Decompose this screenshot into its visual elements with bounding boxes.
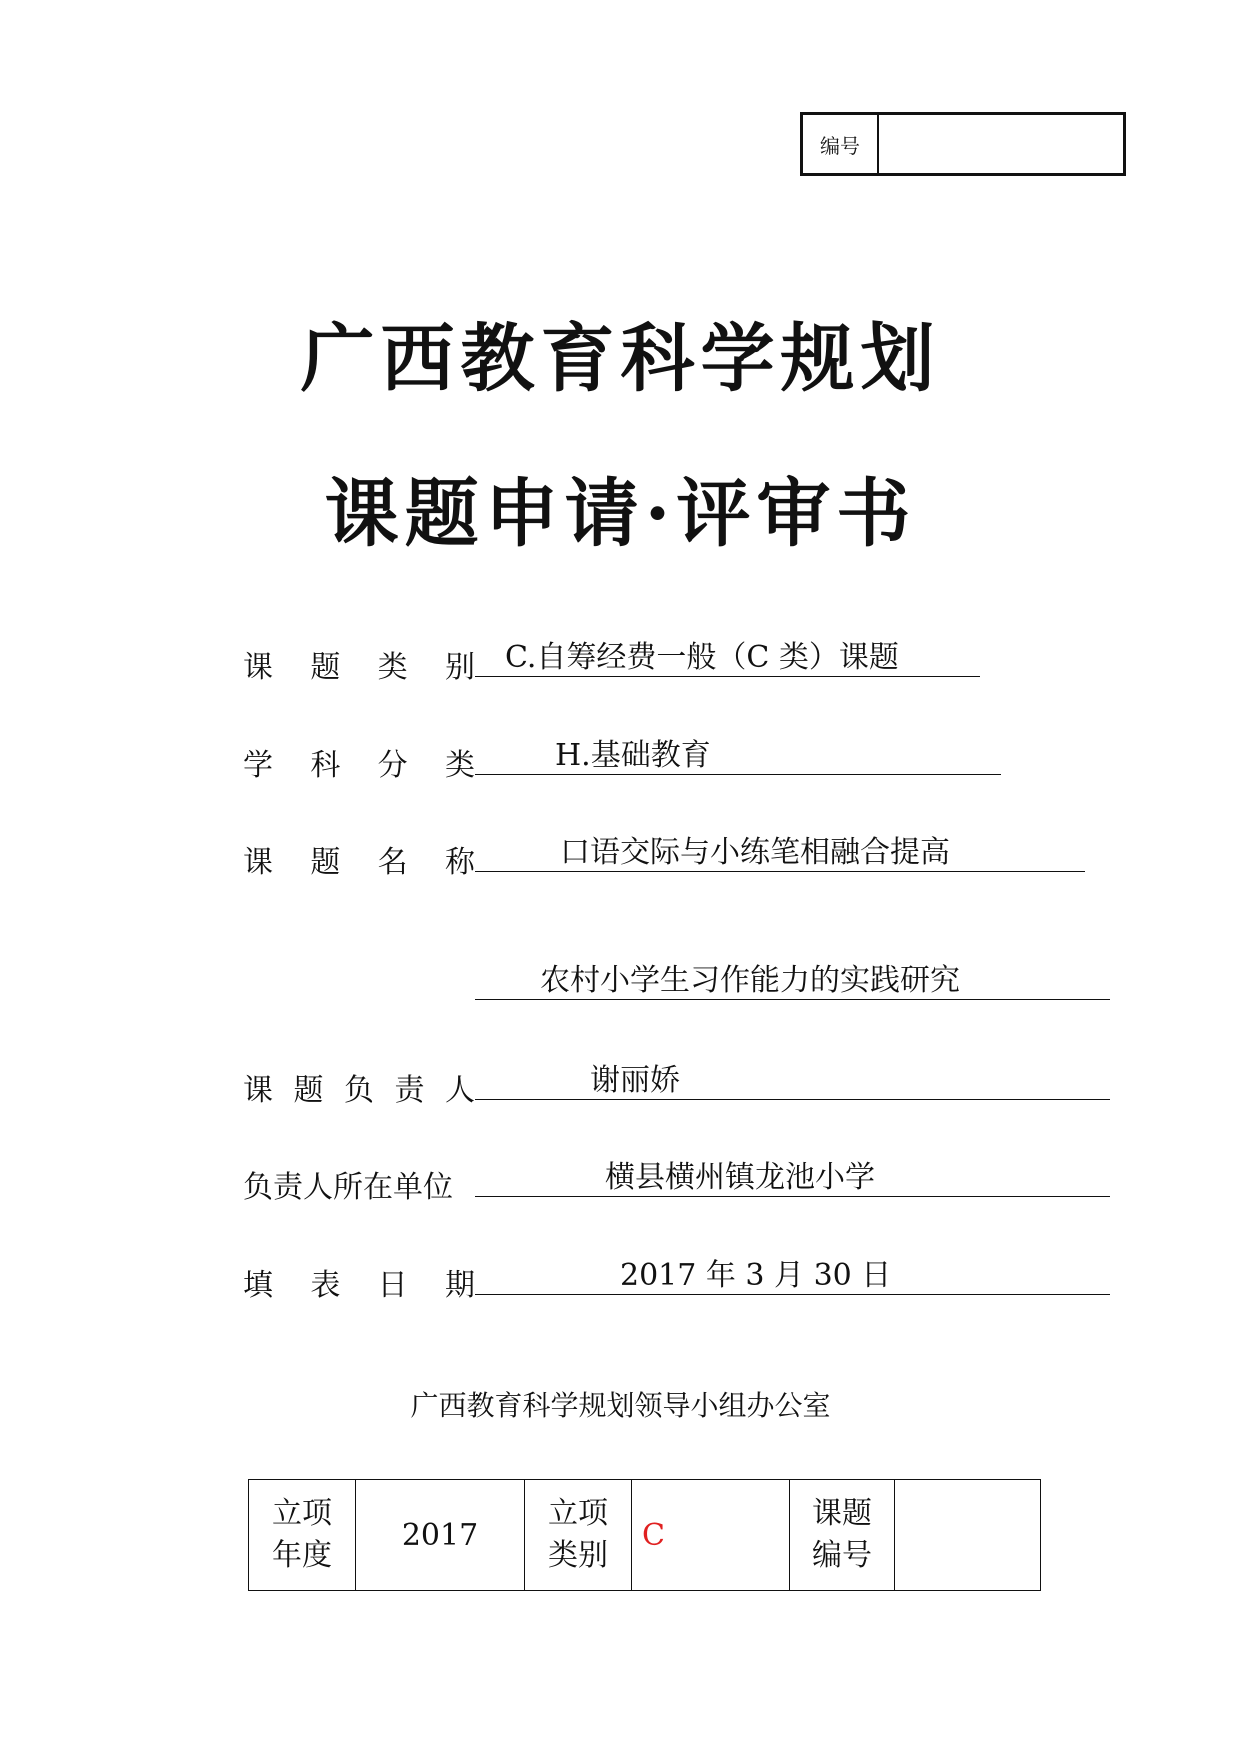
unit-label: 负责人所在单位 [243,1170,453,1205]
leader-field[interactable]: 谢丽娇 [475,1063,1110,1100]
type-value[interactable]: C [632,1480,790,1591]
number-value[interactable] [879,115,1123,173]
name-label: 课 题 名 称 [243,845,475,880]
subject-label: 学 科 分 类 [243,748,475,783]
category-label: 课 题 类 别 [243,650,475,685]
title-line-2: 课题申请·评审书 [324,471,917,557]
number-box [800,112,1126,176]
office-name: 广西教育科学规划领导小组办公室 [410,1389,831,1422]
name-field-line-2[interactable]: 农村小学生习作能力的实践研究 [475,963,1110,1000]
title-line-1: 广西教育科学规划 [300,316,941,402]
code-label: 课题 编号 [790,1480,895,1591]
type-label: 立项 类别 [525,1480,632,1591]
code-value[interactable] [895,1480,1041,1591]
year-value[interactable]: 2017 [356,1480,525,1591]
leader-label: 课 题 负 责 人 [243,1073,475,1108]
number-label: 编号 [803,115,879,173]
year-label: 立项 年度 [249,1480,356,1591]
date-field[interactable]: 2017 年 3 月 30 日 [475,1258,1110,1295]
unit-field[interactable]: 横县横州镇龙池小学 [475,1160,1110,1197]
date-label: 填 表 日 期 [243,1268,475,1303]
project-info-table [248,1479,1041,1591]
subject-field[interactable]: H.基础教育 [475,738,1001,775]
name-field-line-1[interactable]: 口语交际与小练笔相融合提高 [475,835,1085,872]
category-field[interactable]: C.自筹经费一般（C 类）课题 [475,640,980,677]
